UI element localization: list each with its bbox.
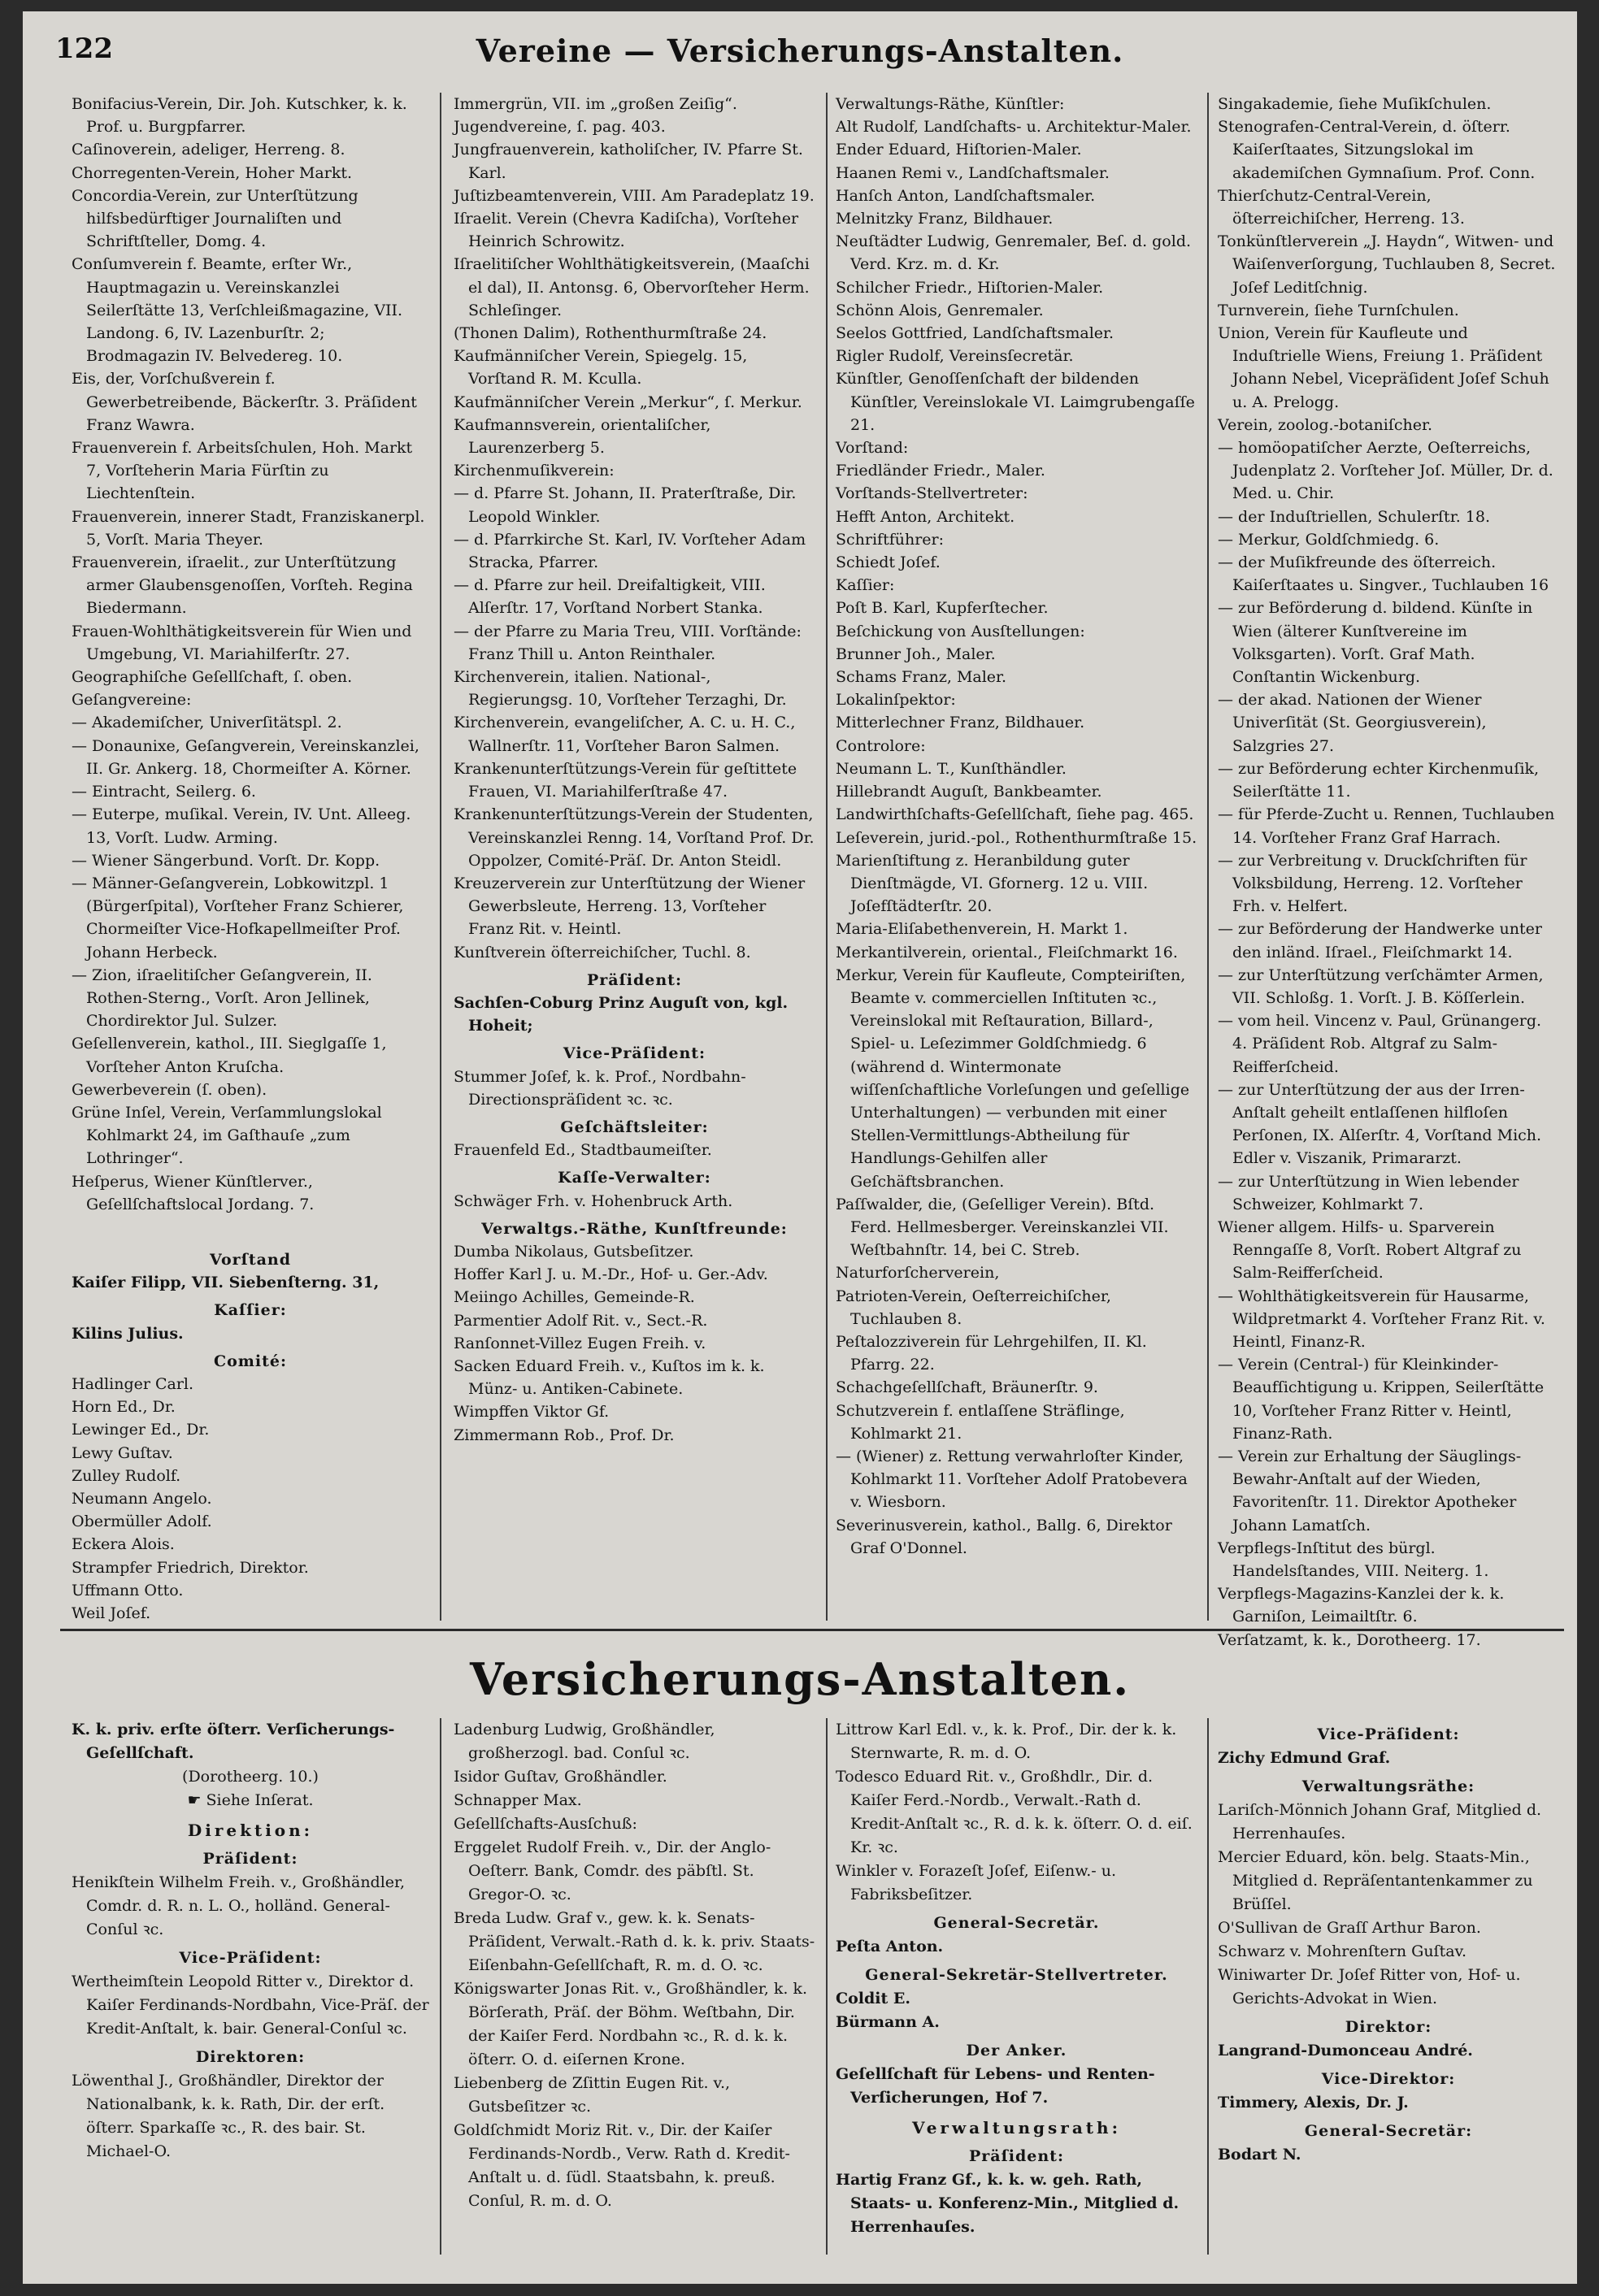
- entry: Merkur, Verein für Kaufleute, Compteiriſten, Beamte v. commerciellen Inſtituten ꝛc., Vereinslokal mit Reſtauration, Billard-, Spiel- u. Leſezimmer Goldſchmiedg. 6 (während d. Wintermonate wiſſenſchaftliche Vorleſungen und geſellige Unterhaltungen) — verbunden mit einer Stellen-Vermittlungs-Abtheilung für Handlungs-Gehilfen aller Geſchäftsbranchen.: [836, 966, 1190, 1191]
- sub-heading: Präſident:: [587, 970, 682, 989]
- entry: — d. Pfarrkirche St. Karl, IV. Vorſteher Adam Stracka, Pfarrer.: [454, 530, 806, 572]
- member-entry: Obermüller Adolf.: [72, 1513, 212, 1531]
- entry: Ladenburg Ludwig, Großhändler, großherzogl. bad. Conſul ꝛc.: [454, 1721, 715, 1762]
- member-entry: Lewinger Ed., Dr.: [72, 1421, 210, 1439]
- entry: Stummer Joſef, k. k. Prof., Nordbahn-Directionspräſident ꝛc. ꝛc.: [454, 1067, 746, 1109]
- page-title: Vereine — Versicherungs-Anstalten.: [476, 33, 1124, 69]
- entry: Singakademie, ſiehe Muſikſchulen.: [1218, 95, 1492, 113]
- entry: — zur Verbreitung v. Druckſchriften für Volksbildung, Herreng. 12. Vorſteher Frh. v. Helfert.: [1218, 851, 1527, 916]
- sub-heading: General-Secretär:: [1304, 2122, 1473, 2140]
- entry: Frauenverein f. Arbeitsſchulen, Hoh. Markt 7, Vorſteherin Maria Fürſtin zu Liechtenſtein.: [72, 439, 413, 503]
- entry: — (Wiener) z. Rettung verwahrloſter Kinder, Kohlmarkt 11. Vorſteher Adolf Pratobevera v. Wiesborn.: [836, 1447, 1188, 1512]
- column-divider: [1207, 93, 1209, 1621]
- entry: Jungfrauenverein, katholiſcher, IV. Pfarre St. Karl.: [454, 141, 803, 182]
- entry: — Wiener Sängerbund. Vorſt. Dr. Kopp.: [72, 851, 380, 870]
- member-entry: Horn Ed., Dr.: [72, 1398, 176, 1417]
- entry: Melnitzky Franz, Bildhauer.: [836, 210, 1054, 228]
- entry: Rigler Rudolf, Vereinsſecretär.: [836, 347, 1074, 366]
- entry: Frauenverein, iſraelit., zur Unterſtützung armer Glaubensgenoſſen, Vorſteh. Regina Biedermann.: [72, 553, 413, 618]
- entry: — d. Pfarre St. Johann, II. Praterſtraße, Dir. Leopold Winkler.: [454, 484, 797, 526]
- entry: Kirchenmuſikverein:: [454, 462, 615, 480]
- sub-heading: Vice-Präſident:: [179, 1949, 322, 1967]
- entry: — Eintracht, Seilerg. 6.: [72, 783, 256, 801]
- entry: Bürmann A.: [836, 2013, 940, 2031]
- document-page: [23, 11, 1577, 2284]
- entry: Wertheimſtein Leopold Ritter v., Direktor d. Kaiſer Ferdinands-Nordbahn, Vice-Präſ. der Kredit-Anſtalt, k. bair. General-Conſul ꝛc.: [72, 1973, 429, 2038]
- entry: Grüne Inſel, Verein, Verſammlungslokal Kohlmarkt 24, im Gaſthauſe „zum Lothringer“.: [72, 1103, 382, 1168]
- entry: Schriftführer:: [836, 530, 945, 549]
- member-entry: Wimpffen Viktor Gf.: [454, 1403, 610, 1421]
- entry: Krankenunterſtützungs-Verein für geſtittete Frauen, VI. Mariahilferſtraße 47.: [454, 759, 797, 801]
- member-entry: Dumba Nikolaus, Gutsbeſitzer.: [454, 1242, 694, 1261]
- entry: Caſinoverein, adeliger, Herreng. 8.: [72, 141, 345, 159]
- entry: — für Pferde-Zucht u. Rennen, Tuchlauben 14. Vorſteher Franz Graf Harrach.: [1218, 805, 1555, 847]
- entry: Haanen Remi v., Landſchaftsmaler.: [836, 163, 1110, 182]
- entry: Geſellenverein, kathol., III. Sieglgaſſe 1, Vorſteher Anton Kruſcha.: [72, 1035, 387, 1076]
- entry: Neumann L. T., Kunſthändler.: [836, 759, 1067, 778]
- entry: Seelos Gottfried, Landſchaftsmaler.: [836, 324, 1115, 343]
- versicherungs-column-2: [454, 1718, 815, 2271]
- entry: Schwäger Frh. v. Hohenbruck Arth.: [454, 1191, 733, 1210]
- entry: Geſellſchafts-Ausſchuß:: [454, 1815, 637, 1833]
- entry: Königswarter Jonas Rit. v., Großhändler, k. k. Börſerath, Präſ. der Böhm. Weſtbahn, Dir. der Kaiſer Ferd. Nordbahn ꝛc., R. d. k. k. öſterr. O. d. eiſernen Krone.: [454, 1980, 808, 2068]
- entry: Immergrün, VII. im „großen Zeiſig“.: [454, 95, 737, 113]
- entry: Hefft Anton, Architekt.: [836, 507, 1015, 526]
- entry: — vom heil. Vincenz v. Paul, Grünangerg. 4. Präſident Rob. Altgraf zu Salm-Reifferſcheid.: [1218, 1012, 1542, 1076]
- column-divider: [440, 93, 441, 1621]
- entry: Bonifacius-Verein, Dir. Joh. Kutschker, k. k. Prof. u. Burgpfarrer.: [72, 95, 407, 137]
- entry: Coldit E.: [836, 1990, 911, 2007]
- entry: — Euterpe, muſikal. Verein, IV. Unt. Alleeg. 13, Vorſt. Ludw. Arming.: [72, 805, 411, 847]
- member-entry: Winiwarter Dr. Joſef Ritter von, Hof- u. Gerichts-Advokat in Wien.: [1218, 1966, 1521, 2007]
- company-address: (Dorotheerg. 10.): [182, 1768, 319, 1786]
- entry: Kaufmänniſcher Verein, Spiegelg. 15, Vorſtand R. M. Kculla.: [454, 347, 748, 388]
- entry: — Verein zur Erhaltung der Säuglings-Bewahr-Anſtalt auf der Wieden, Favoritenſtr. 11. Direktor Apotheker Johann Lamatſch.: [1218, 1447, 1522, 1534]
- entry: (Thonen Dalim), Rothenthurmſtraße 24.: [454, 324, 767, 343]
- member-entry: Uffmann Otto.: [72, 1581, 184, 1599]
- member-entry: Neumann Angelo.: [72, 1489, 212, 1508]
- entry: — zur Beförderung der Handwerke unter den inländ. Iſrael., Fleiſchmarkt 14.: [1218, 920, 1542, 961]
- entry: Langrand-Dumonceau André.: [1218, 2042, 1473, 2059]
- entry: — Wohlthätigkeitsverein für Hausarme, Wildpretmarkt 4. Vorſteher Franz Rit. v. Heintl, Finanz-R.: [1218, 1287, 1545, 1351]
- entry: Severinusverein, kathol., Ballg. 6, Direktor Graf O'Donnel.: [836, 1516, 1172, 1557]
- entry: Winkler v. Forazeſt Joſef, Eiſenw.- u. Fabriksbeſitzer.: [836, 1862, 1116, 1903]
- member-entry: Parmentier Adolf Rit. v., Sect.-R.: [454, 1311, 708, 1330]
- column-divider: [826, 1718, 828, 2255]
- member-entry: Lariſch-Mönnich Johann Graf, Mitglied d. Herrenhauſes.: [1218, 1801, 1542, 1842]
- sub-heading: Direktor:: [1345, 2018, 1432, 2036]
- entry: — Zion, iſraelitiſcher Geſangverein, II. Rothen-Sterng., Vorſt. Aron Jellinek, Chordirektor Jul. Sulzer.: [72, 966, 372, 1031]
- member-entry: Hoffer Karl J. u. M.-Dr., Hof- u. Ger.-Adv.: [454, 1265, 768, 1284]
- entry: Erggelet Rudolf Freih. v., Dir. der Anglo-Oeſterr. Bank, Comdr. des päbſtl. St. Gregor-O. ꝛc.: [454, 1838, 771, 1903]
- column-divider: [1207, 1718, 1209, 2255]
- member-entry: O'Sullivan de Graſſ Arthur Baron.: [1218, 1919, 1481, 1937]
- entry: Poſt B. Karl, Kupferſtecher.: [836, 599, 1049, 618]
- member-entry: Lewy Guſtav.: [72, 1443, 173, 1462]
- entry: Paſſwalder, die, (Geſelliger Verein). Bſtd. Ferd. Hellmesberger. Vereinskanzlei VII. Weſtbahnſtr. 14, bei C. Streb.: [836, 1195, 1169, 1260]
- entry: Isidor Guſtav, Großhändler.: [454, 1768, 667, 1786]
- entry: — der Muſikfreunde des öſterreich. Kaiſerſtaates u. Singver., Tuchlauben 16: [1218, 553, 1549, 595]
- entry: Iſraelit. Verein (Chevra Kadiſcha), Vorſteher Heinrich Schrowitz.: [454, 210, 799, 251]
- inserat-note: ☛ Siehe Inſerat.: [187, 1791, 314, 1809]
- column-divider: [440, 1718, 441, 2255]
- entry: Controlore:: [836, 736, 926, 755]
- entry: Verein, zoolog.-botaniſcher.: [1218, 415, 1433, 434]
- vereine-column-4: [1218, 93, 1559, 1649]
- vereine-column-3: [836, 93, 1197, 1621]
- entry: Concordia-Verein, zur Unterſtützung hilfsbedürftiger Journaliſten und Schriftſteller, Domg. 4.: [72, 186, 358, 251]
- entry: Geographiſche Geſellſchaft, ſ. oben.: [72, 668, 353, 687]
- entry: Geſangvereine:: [72, 691, 192, 710]
- entry: Eis, der, Vorſchußverein f. Gewerbetreibende, Bäckerſtr. 3. Präſident Franz Wawra.: [72, 370, 417, 434]
- entry: Tonkünſtlerverein „J. Haydn“, Witwen- und Waiſenverſorgung, Tuchlauben 8, Secret. Joſef Leditſchnig.: [1218, 232, 1556, 297]
- entry: Leſeverein, jurid.-pol., Rothenthurmſtraße 15.: [836, 828, 1197, 847]
- entry: Bodart N.: [1218, 2146, 1301, 2164]
- sub-heading: Direktoren:: [195, 2048, 306, 2066]
- entry: Turnverein, ſiehe Turnſchulen.: [1218, 301, 1459, 319]
- entry: Schams Franz, Maler.: [836, 668, 1007, 687]
- entry: Gewerbeverein (ſ. oben).: [72, 1080, 267, 1099]
- entry: — Donaunixe, Geſangverein, Vereinskanzlei, II. Gr. Ankerg. 18, Chormeiſter A. Körner.: [72, 736, 419, 778]
- entry: Verpflegs-Inſtitut des bürgl. Handelsſtandes, VIII. Neiterg. 1.: [1218, 1539, 1489, 1580]
- entry: Frauen-Wohlthätigkeitsverein für Wien und Umgebung, VI. Mariahilferſtr. 27.: [72, 622, 412, 663]
- page-number: 122: [55, 33, 113, 65]
- entry: — zur Unterſtützung der aus der Irren-Anſtalt geheilt entlaſſenen hilfloſen Perſonen, IX. Alſerſtr. 4, Vorſtand Mich. Edler v. Viszanik, Primararzt.: [1218, 1080, 1542, 1168]
- entry: Schilcher Friedr., Hiſtorien-Maler.: [836, 278, 1104, 297]
- entry: Landwirthſchafts-Geſellſchaft, ſiehe pag. 465.: [836, 805, 1194, 824]
- entry: Kaiſer Filipp, VII. Siebenſterng. 31,: [72, 1274, 380, 1292]
- entry: — zur Unterſtützung verſchämter Armen, VII. Schloßg. 1. Vorſt. J. B. Köſſerlein.: [1218, 966, 1544, 1007]
- entry: Kaſſier:: [836, 576, 895, 595]
- entry: — Männer-Geſangverein, Lobkowitzpl. 1 (Bürgerſpital), Vorſteher Franz Schierer, Chormeiſter Vice-Hofkapellmeiſter Prof. Johann Herbeck.: [72, 874, 404, 961]
- entry: Geſellſchaft für Lebens- und Renten-Verſicherungen, Hof 7.: [836, 2065, 1155, 2107]
- entry: Vorſtands-Stellvertreter:: [836, 484, 1028, 503]
- entry: Alt Rudolf, Landſchafts- u. Architektur-Maler.: [836, 118, 1192, 137]
- entry: Kirchenverein, italien. National-, Regierungsg. 10, Vorſteher Terzaghi, Dr.: [454, 668, 787, 710]
- versicherungs-column-4: [1218, 1718, 1559, 2271]
- page-header: [23, 28, 1577, 80]
- entry: Wiener allgem. Hilfs- u. Sparverein Renngaſſe 8, Vorſt. Robert Altgraf zu Salm-Reifferſcheid.: [1218, 1217, 1522, 1283]
- entry: Timmery, Alexis, Dr. J.: [1218, 2094, 1409, 2112]
- entry: Beſchickung von Ausſtellungen:: [836, 622, 1085, 640]
- sub-heading: Vorſtand: [209, 1250, 292, 1269]
- member-entry: Zimmermann Rob., Prof. Dr.: [454, 1426, 675, 1444]
- company-name: K. k. priv. erſte öſterr. Verſicherungs-Geſellſchaft.: [72, 1721, 395, 1762]
- entry: — Verein (Central-) für Kleinkinder-Beaufſichtigung u. Krippen, Seilerſtätte 10, Vorſteher Franz Ritter v. Heintl, Finanz-Rath.: [1218, 1356, 1545, 1443]
- entry: Verwaltungs-Räthe, Künſtler:: [836, 95, 1065, 113]
- entry: Schutzverein f. entlaſſene Sträflinge, Kohlmarkt 21.: [836, 1401, 1125, 1443]
- vereine-column-2: [454, 93, 815, 1621]
- entry: Peſtalozziverein für Lehrgehilfen, II. Kl. Pfarrg. 22.: [836, 1332, 1147, 1374]
- versicherungs-column-3: [836, 1718, 1197, 2271]
- entry: Mitterlechner Franz, Bildhauer.: [836, 714, 1085, 732]
- entry: Kreuzerverein zur Unterſtützung der Wiener Gewerbsleute, Herreng. 13, Vorſteher Franz Rit. v. Heintl.: [454, 874, 806, 939]
- member-entry: Strampfer Friedrich, Direktor.: [72, 1558, 309, 1577]
- sub-heading: Verwaltgs.-Räthe, Kunſtfreunde:: [481, 1219, 788, 1238]
- entry: Kirchenverein, evangeliſcher, A. C. u. H. C., Wallnerſtr. 11, Vorſteher Baron Salmen.: [454, 714, 796, 755]
- entry: Schiedt Joſef.: [836, 553, 941, 572]
- entry: Lokalinſpektor:: [836, 691, 956, 710]
- sub-heading: Kaſſier:: [214, 1301, 287, 1320]
- entry: Merkantilverein, oriental., Fleiſchmarkt 16.: [836, 943, 1178, 961]
- member-entry: Sacken Eduard Freih. v., Kuſtos im k. k. Münz- u. Antiken-Cabinete.: [454, 1356, 765, 1399]
- entry: Verpflegs-Magazins-Kanzlei der k. k. Garniſon, Leimailtſtr. 6.: [1218, 1585, 1505, 1626]
- sub-heading: Verwaltungsräthe:: [1301, 1777, 1475, 1795]
- sub-heading: Verwaltungsrath:: [912, 2118, 1121, 2138]
- entry: Union, Verein für Kaufleute und Induſtrielle Wiens, Freiung 1. Präſident Johann Nebel, Vicepräſident Joſef Schuh u. A. Prelogg.: [1218, 324, 1549, 411]
- entry: Todesco Eduard Rit. v., Großhdlr., Dir. d. Kaiſer Ferd.-Nordb., Verwalt.-Rath d. Kredit-Anſtalt ꝛc., R. d. k. k. öſterr. O. d. eiſ. Kr. ꝛc.: [836, 1768, 1193, 1856]
- entry: Schachgeſellſchaft, Bräunerſtr. 9.: [836, 1378, 1098, 1397]
- member-entry: Eckera Alois.: [72, 1535, 175, 1554]
- entry: Sachſen-Coburg Prinz Auguſt von, kgl. Hoheit;: [454, 993, 789, 1035]
- entry: Liebenberg de Zſittin Eugen Rit. v., Gutsbeſitzer ꝛc.: [454, 2074, 731, 2116]
- entry: Heſperus, Wiener Künſtlerver., Geſellſchaftslocal Jordang. 7.: [72, 1172, 315, 1213]
- entry: Breda Ludw. Graf v., gew. k. k. Senats-Präſident, Verwalt.-Rath d. k. k. priv. Staats-Eiſenbahn-Geſellſchaft, R. m. d. O. ꝛc.: [454, 1909, 815, 1974]
- entry: Neuſtädter Ludwig, Genremaler, Beſ. d. gold. Verd. Krz. m. d. Kr.: [836, 232, 1192, 274]
- entry: Zichy Edmund Graf.: [1218, 1749, 1391, 1767]
- entry: — Akademiſcher, Univerſitätspl. 2.: [72, 714, 342, 732]
- entry: Conſumverein f. Beamte, erſter Wr., Hauptmagazin u. Vereinskanzlei Seilerſtätte 13, Verſchleißmagazine, VII. Landong. 6, IV. Lazenburſtr. 2; Brodmagazin IV. Belvedereg. 10.: [72, 255, 403, 366]
- member-entry: Weil Joſef.: [72, 1604, 151, 1622]
- entry: Maria-Eliſabethenverein, H. Markt 1.: [836, 920, 1128, 939]
- entry: Stenografen-Central-Verein, d. öſterr. Kaiſerſtaates, Sitzungslokal im akademiſchen Gymnaſium. Prof. Conn.: [1218, 118, 1536, 182]
- entry: — der Pfarre zu Maria Treu, VIII. Vorſtände: Franz Thill u. Anton Reinthaler.: [454, 622, 802, 663]
- entry: Henikſtein Wilhelm Freih. v., Großhändler, Comdr. d. R. n. L. O., holländ. General-Conſul ꝛc.: [72, 1873, 406, 1938]
- member-entry: Meiingo Achilles, Gemeinde-R.: [454, 1288, 695, 1307]
- entry: — der akad. Nationen der Wiener Univerſität (St. Georgiusverein), Salzgries 27.: [1218, 691, 1487, 755]
- entry: Peſta Anton.: [836, 1938, 944, 1955]
- entry: — Merkur, Goldſchmiedg. 6.: [1218, 530, 1440, 549]
- entry: Chorregenten-Verein, Hoher Markt.: [72, 163, 353, 182]
- entry: Künſtler, Genoſſenſchaft der bildenden Künſtler, Vereinslokale VI. Laimgrubengaſſe 21.: [836, 370, 1195, 434]
- sub-heading: Direktion:: [187, 1821, 314, 1840]
- entry: Frauenfeld Ed., Stadtbaumeiſter.: [454, 1141, 712, 1160]
- sub-heading: General-Sekretär-Stellvertreter.: [865, 1966, 1168, 1984]
- section-divider: [60, 1629, 1564, 1631]
- entry: — der Induſtriellen, Schulerſtr. 18.: [1218, 507, 1490, 526]
- entry: Littrow Karl Edl. v., k. k. Prof., Dir. der k. k. Sternwarte, R. m. d. O.: [836, 1721, 1177, 1762]
- entry: Hanſch Anton, Landſchaftsmaler.: [836, 186, 1096, 205]
- entry: Thierſchutz-Central-Verein, öſterreichiſcher, Herreng. 13.: [1218, 186, 1465, 228]
- member-entry: Hadlinger Carl.: [72, 1374, 194, 1393]
- entry: Löwenthal J., Großhändler, Direktor der Nationalbank, k. k. Rath, Dir. der erſt. öſterr. Sparkaſſe ꝛc., R. des bair. St. Michael-O.: [72, 2072, 385, 2160]
- entry: Kaufmänniſcher Verein „Merkur“, ſ. Merkur.: [454, 393, 802, 411]
- member-entry: Zulley Rudolf.: [72, 1466, 181, 1485]
- entry: Kunſtverein öſterreichiſcher, Tuchl. 8.: [454, 943, 751, 961]
- member-entry: Ranſonnet-Villez Eugen Freih. v.: [454, 1334, 706, 1352]
- entry: — zur Unterſtützung in Wien lebender Schweizer, Kohlmarkt 7.: [1218, 1172, 1519, 1213]
- sub-heading: Vice-Präſident:: [563, 1044, 706, 1063]
- sub-heading: General-Secretär.: [933, 1914, 1100, 1932]
- member-entry: Mercier Eduard, kön. belg. Staats-Min., Mitglied d. Repräſentantenkammer zu Brüſſel.: [1218, 1848, 1533, 1913]
- entry: Friedländer Friedr., Maler.: [836, 462, 1045, 480]
- entry: Naturforſcherverein,: [836, 1264, 1000, 1283]
- sub-heading: Vice-Direktor:: [1321, 2070, 1456, 2088]
- entry: Jugendvereine, ſ. pag. 403.: [454, 118, 666, 137]
- entry: — zur Beförderung echter Kirchenmuſik, Seilerſtätte 11.: [1218, 759, 1540, 801]
- sub-heading: Präſident:: [202, 1850, 298, 1868]
- entry: Patrioten-Verein, Oeſterreichiſcher, Tuchlauben 8.: [836, 1287, 1111, 1328]
- entry: Hartig Franz Gf., k. k. w. geh. Rath, Staats- u. Konferenz-Min., Mitglied d. Herrenhauſes.: [836, 2171, 1180, 2236]
- entry: Vorſtand:: [836, 439, 909, 458]
- sub-heading: Comité:: [214, 1352, 287, 1370]
- sub-heading: Kaſſe-Verwalter:: [558, 1169, 711, 1187]
- entry: — homöopatiſcher Aerzte, Oeſterreichs, Judenplatz 2. Vorſteher Joſ. Müller, Dr. d. Med. u. Chir.: [1218, 439, 1553, 503]
- entry: Krankenunterſtützungs-Verein der Studenten, Vereinskanzlei Renng. 14, Vorſtand Prof. Dr. Oppolzer, Comité-Präſ. Dr. Anton Steidl.: [454, 805, 815, 870]
- section-title: Versicherungs-Anstalten.: [469, 1653, 1131, 1705]
- entry: Ender Eduard, Hiſtorien-Maler.: [836, 141, 1082, 159]
- entry: Juſtizbeamtenverein, VIII. Am Paradeplatz 19.: [454, 186, 815, 205]
- entry: Goldſchmidt Moriz Rit. v., Dir. der Kaiſer Ferdinands-Nordb., Verw. Rath d. Kredit-Anſtalt u. d. ſüdl. Staatsbahn, k. preuß. Conſul, R. m. d. O.: [454, 2121, 790, 2210]
- entry: Brunner Joh., Maler.: [836, 645, 996, 663]
- sub-heading: Geſchäftsleiter:: [560, 1118, 709, 1136]
- entry: Schnapper Max.: [454, 1791, 582, 1809]
- vereine-column-1: [72, 93, 429, 1621]
- sub-heading: Vice-Präſident:: [1317, 1725, 1460, 1743]
- entry: Kaufmannsverein, orientaliſcher, Laurenzerberg 5.: [454, 415, 711, 458]
- company-name: Der Anker.: [966, 2042, 1067, 2059]
- entry: Hillebrandt Auguſt, Bankbeamter.: [836, 783, 1102, 801]
- entry: Iſraelitiſcher Wohlthätigkeitsverein, (Maaſchi el dal), II. Antonsg. 6, Obervorſteher Herm. Schleſinger.: [454, 255, 810, 319]
- member-entry: Schwarz v. Mohrenſtern Guſtav.: [1218, 1942, 1467, 1960]
- entry: Frauenverein, innerer Stadt, Franziskanerpl. 5, Vorſt. Maria Theyer.: [72, 507, 425, 549]
- entry: — d. Pfarre zur heil. Dreifaltigkeit, VIII. Alſerſtr. 17, Vorſtand Norbert Stanka.: [454, 576, 766, 618]
- entry: Schönn Alois, Genremaler.: [836, 301, 1044, 319]
- column-divider: [826, 93, 828, 1621]
- versicherungs-column-1: [72, 1718, 429, 2271]
- entry: Verſatzamt, k. k., Dorotheerg. 17.: [1218, 1630, 1481, 1649]
- entry: — zur Beförderung d. bildend. Künſte in Wien (älterer Kunſtvereine im Volksgarten). Vorſt. Graf Math. Conſtantin Wickenburg.: [1218, 599, 1533, 687]
- entry: Kilins Julius.: [72, 1324, 184, 1343]
- entry: Marienſtiftung z. Heranbildung guter Dienſtmägde, VI. Gfornerg. 12 u. VIII. Joſefſtädterſtr. 20.: [836, 851, 1149, 916]
- sub-heading: Präſident:: [969, 2147, 1064, 2165]
